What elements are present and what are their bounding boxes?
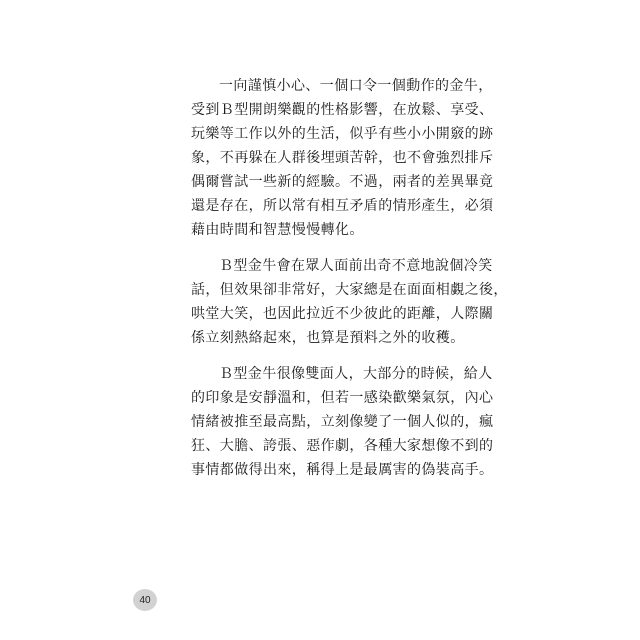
text-line: 話，但效果卻非常好，大家總是在面面相覷之後，: [191, 282, 508, 298]
text-line: 象，不再躲在人群後埋頭苦幹，也不會強烈排斥: [191, 150, 494, 166]
text-line: Ｂ型金牛會在眾人面前出奇不意地說個冷笑: [219, 258, 493, 274]
text-line: 哄堂大笑，也因此拉近不少彼此的距離，人際關: [191, 306, 494, 322]
text-line: 偶爾嘗試一些新的經驗。不過，兩者的差異畢竟: [191, 174, 494, 190]
body-text: [191, 74, 508, 494]
text-line: 狂、大膽、誇張、惡作劇，各種大家想像不到的: [191, 438, 494, 454]
text-line: 事情都做得出來，稱得上是最厲害的偽裝高手。: [191, 462, 494, 478]
paragraph-3: [191, 362, 494, 482]
text-line: 玩樂等工作以外的生活，似乎有些小小開竅的跡: [191, 126, 494, 142]
text-line: 藉由時間和智慧慢慢轉化。: [191, 222, 364, 238]
text-line: 係立刻熱絡起來，也算是預料之外的收穫。: [191, 330, 465, 346]
paragraph-1: [191, 74, 494, 242]
page-number: 40: [133, 589, 157, 611]
text-line: 受到Ｂ型開朗樂觀的性格影響，在放鬆、享受、: [191, 102, 494, 118]
text-line: 一向謹慎小心、一個口令一個動作的金牛，: [219, 78, 493, 94]
text-line: Ｂ型金牛很像雙面人，大部分的時候，給人: [219, 366, 493, 382]
paragraph-2: [191, 254, 508, 350]
text-line: 的印象是安靜溫和，但若一感染歡樂氣氛，內心: [191, 390, 494, 406]
text-line: 還是存在，所以常有相互矛盾的情形產生，必須: [191, 198, 494, 214]
text-line: 情緒被推至最高點，立刻像變了一個人似的，瘋: [191, 414, 494, 430]
